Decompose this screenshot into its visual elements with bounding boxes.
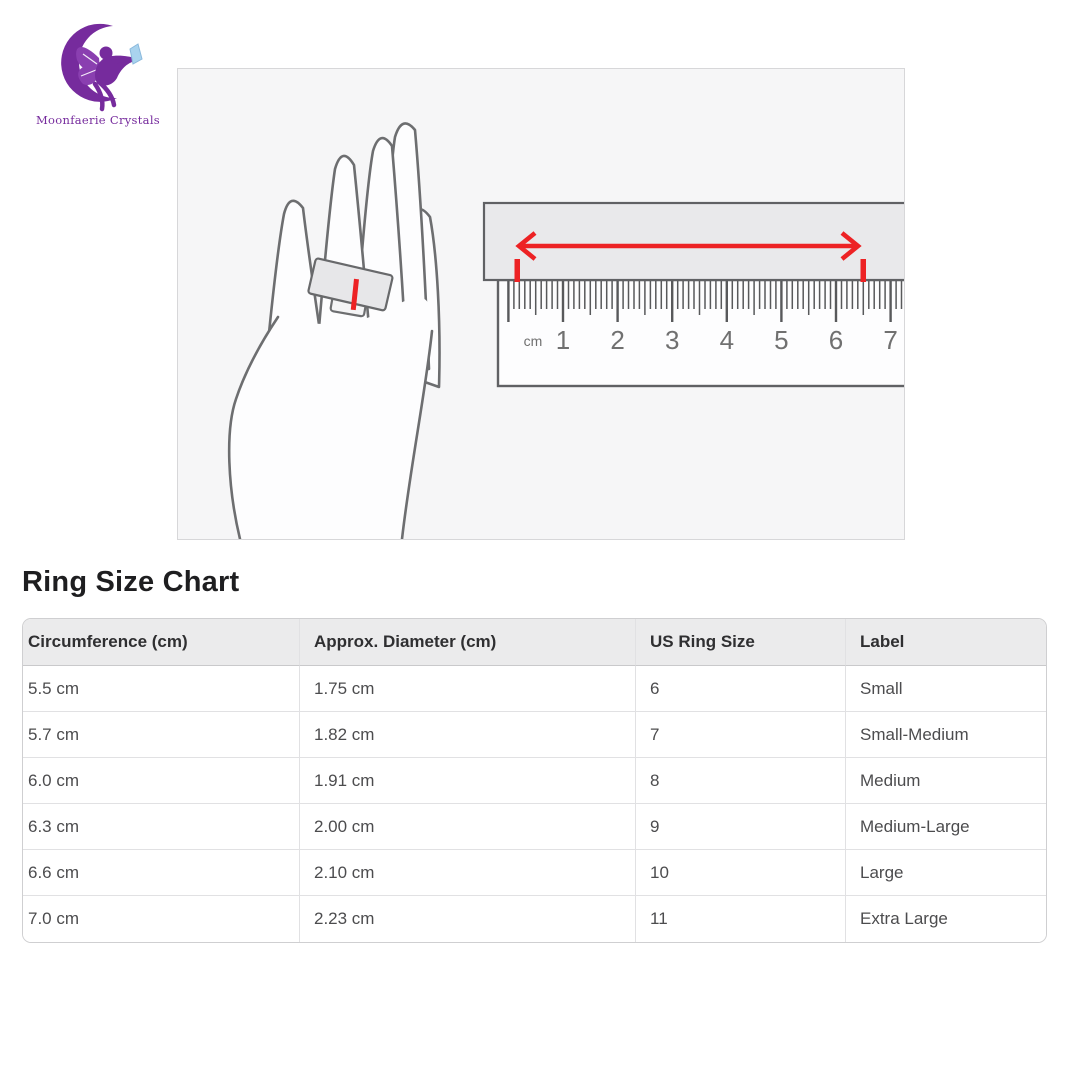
brand-logo: [33, 16, 163, 127]
brand-name: Moonfaerie Crystals: [35, 113, 161, 127]
hand-and-ruler-art: [178, 69, 904, 539]
table-header-row: [23, 619, 1046, 666]
cell-circumference: 5.7 cm: [23, 712, 300, 758]
cell-label: Small: [846, 666, 1046, 712]
cell-diameter: 1.82 cm: [300, 712, 636, 758]
ruler-number: 1: [555, 325, 571, 355]
ruler-unit-label: cm: [523, 333, 543, 349]
cell-diameter: 1.75 cm: [300, 666, 636, 712]
cell-circumference: 7.0 cm: [23, 896, 300, 942]
cell-us-ring-size: 9: [636, 804, 846, 850]
ring-size-table-grid: [23, 619, 1046, 942]
cell-diameter: 2.10 cm: [300, 850, 636, 896]
fairy-moon-logo-icon: [33, 16, 163, 112]
cell-us-ring-size: 8: [636, 758, 846, 804]
table-row: [23, 712, 1046, 758]
measurement-illustration: [177, 68, 905, 540]
table-row: [23, 666, 1046, 712]
cell-us-ring-size: 7: [636, 712, 846, 758]
cell-label: Large: [846, 850, 1046, 896]
cell-diameter: 1.91 cm: [300, 758, 636, 804]
measure-start-mark: [515, 259, 521, 282]
cell-circumference: 5.5 cm: [23, 666, 300, 712]
cell-us-ring-size: 11: [636, 896, 846, 942]
table-row: [23, 804, 1046, 850]
column-header-diameter: Approx. Diameter (cm): [300, 619, 636, 666]
cell-label: Extra Large: [846, 896, 1046, 942]
cell-circumference: 6.3 cm: [23, 804, 300, 850]
crystal-icon: [130, 44, 142, 64]
column-header-label: Label: [846, 619, 1046, 666]
column-header-us-ring-size: US Ring Size: [636, 619, 846, 666]
hand-illustration: [229, 123, 439, 539]
ruler-number: 7: [883, 325, 898, 355]
cell-label: Medium: [846, 758, 1046, 804]
measuring-tape-strip: [484, 203, 904, 280]
table-row: [23, 896, 1046, 942]
measure-end-mark: [861, 259, 867, 282]
palm: [229, 297, 432, 539]
cell-label: Small-Medium: [846, 712, 1046, 758]
ruler-number: 5: [774, 325, 789, 355]
cell-circumference: 6.6 cm: [23, 850, 300, 896]
table-body: [23, 666, 1046, 942]
ruler-number: 2: [610, 325, 625, 355]
ring-size-table: [22, 618, 1047, 943]
page-title: Ring Size Chart: [22, 566, 240, 598]
cell-circumference: 6.0 cm: [23, 758, 300, 804]
ruler-number: 6: [828, 325, 844, 355]
cell-us-ring-size: 6: [636, 666, 846, 712]
table-header: [23, 619, 1046, 666]
cell-diameter: 2.23 cm: [300, 896, 636, 942]
cell-label: Medium-Large: [846, 804, 1046, 850]
table-row: [23, 758, 1046, 804]
ruler-number: 3: [664, 325, 680, 355]
table-row: [23, 850, 1046, 896]
cell-us-ring-size: 10: [636, 850, 846, 896]
ruler-number: 4: [719, 325, 735, 355]
cell-diameter: 2.00 cm: [300, 804, 636, 850]
column-header-circumference: Circumference (cm): [23, 619, 300, 666]
